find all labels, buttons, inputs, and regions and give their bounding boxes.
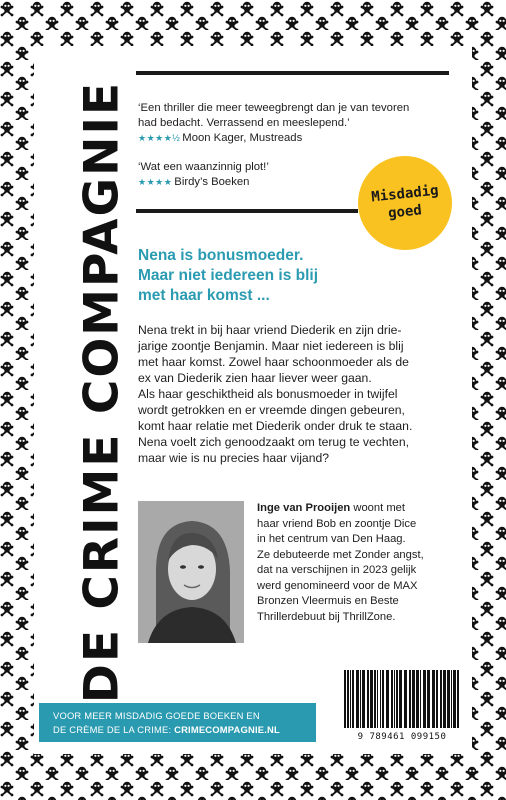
website-link[interactable]: CRIMECOMPAGNIE.NL <box>174 724 280 735</box>
tagline <box>138 246 458 306</box>
blurb-line: wordt getrokken en er vreemde dingen gebeuren, <box>138 403 405 417</box>
blurb-line: jarige zoontje Benjamin. Maar niet iedereen is blij <box>138 339 404 353</box>
review-1-source: Moon Kager, Mustreads <box>182 132 303 144</box>
barcode-bars <box>338 668 466 730</box>
barcode-bar <box>436 670 438 728</box>
blurb-line: met haar komst. Zowel haar schoonmoeder als de <box>138 355 409 369</box>
star-rating-icon: ★★★★ <box>138 177 173 187</box>
barcode-bar <box>382 670 384 728</box>
barcode-bar <box>416 670 419 728</box>
barcode-bar <box>356 670 359 728</box>
barcode-bar <box>362 670 365 728</box>
isbn-barcode <box>338 668 466 742</box>
misdadig-goed-badge <box>358 156 452 250</box>
barcode-bar <box>399 670 402 728</box>
bio-line: haar vriend Bob en zoontje Dice <box>257 517 417 530</box>
barcode-bar <box>380 670 381 728</box>
bio-line: in het centrum van Den Haag. <box>257 533 406 545</box>
review-2-quote-line: ‘Wat een waanzinnig plot!’ <box>138 161 269 173</box>
middle-rule <box>136 209 358 213</box>
barcode-bar <box>447 670 450 728</box>
barcode-bar <box>404 670 407 728</box>
barcode-bar <box>440 670 442 728</box>
blurb-line: Nena voelt zich genoodzaakt om terug te vechten, <box>138 435 409 449</box>
review-2-source: Birdy’s Boeken <box>174 176 250 188</box>
barcode-bar <box>432 670 435 728</box>
badge-line: goed <box>387 202 423 222</box>
isbn-number: 9 789461 099150 <box>357 732 447 742</box>
review-1-quote-line: had bedacht. Verrassend en meeslepend.’ <box>138 117 350 129</box>
bio-line: Thrillerdebuut bij ThrillZone. <box>257 610 396 623</box>
badge-line: Misdadig <box>370 182 440 206</box>
blurb-line: maar wie is nu precies haar vijand? <box>138 451 330 465</box>
barcode-bar <box>412 670 415 728</box>
blurb-line: ex van Diederik zien haar liever weer gaan. <box>138 371 372 385</box>
bio-line: Ze debuteerde met Zonder angst, <box>257 548 424 561</box>
barcode-bar <box>374 670 376 728</box>
barcode-bar <box>451 670 452 728</box>
bio-line: dat na verschijnen in 2023 gelijk <box>257 564 417 576</box>
tagline-line: Nena is bonusmoeder. <box>138 247 304 264</box>
bio-line: werd genomineerd voor de MAX <box>257 579 418 592</box>
barcode-bar <box>377 670 378 728</box>
barcode-bar <box>386 670 389 728</box>
star-rating-icon: ★★★★½ <box>138 133 181 143</box>
review-1-quote-line: ‘Een thriller die meer teweegbrengt dan je van tevoren <box>138 102 410 114</box>
barcode-bar <box>457 670 459 728</box>
barcode-bar <box>360 670 361 728</box>
website-banner <box>39 703 316 742</box>
top-rule <box>136 71 449 75</box>
barcode-bar <box>396 670 398 728</box>
bio-line: Bronzen Vleermuis en Beste <box>257 595 399 607</box>
barcode-bar <box>453 670 456 728</box>
barcode-bar <box>391 670 393 728</box>
blurb-text <box>138 322 468 466</box>
author-bio <box>257 501 467 625</box>
blurb-line: Nena trekt in bij haar vriend Diederik en zijn drie- <box>138 323 402 337</box>
barcode-bar <box>409 670 411 728</box>
bio-line: woont met <box>350 502 405 514</box>
barcode-bar <box>370 670 373 728</box>
barcode-bar <box>344 670 346 728</box>
publisher-title: DE CRIME COMPAGNIE <box>74 80 130 704</box>
barcode-bar <box>423 670 426 728</box>
barcode-bar <box>443 670 446 728</box>
barcode-bar <box>427 670 430 728</box>
barcode-bar <box>420 670 421 728</box>
review-1 <box>138 101 438 146</box>
barcode-bar <box>347 670 349 728</box>
barcode-bar <box>350 670 351 728</box>
tagline-line: met haar komst ... <box>138 287 270 304</box>
author-photo <box>138 501 244 643</box>
blurb-line: Als haar geschiktheid als bonusmoeder in twijfel <box>138 387 398 401</box>
tagline-line: Maar niet iedereen is blij <box>138 267 319 284</box>
barcode-bar <box>367 670 369 728</box>
barcode-bar <box>394 670 395 728</box>
banner-line: VOOR MEER MISDADIG GOEDE BOEKEN EN <box>53 710 260 721</box>
author-name: Inge van Prooijen <box>257 502 351 514</box>
banner-line: DE CRÈME DE LA CRIME: <box>53 724 175 735</box>
blurb-line: komt haar relatie met Diederik onder druk te staan. <box>138 419 413 433</box>
barcode-bar <box>352 670 354 728</box>
